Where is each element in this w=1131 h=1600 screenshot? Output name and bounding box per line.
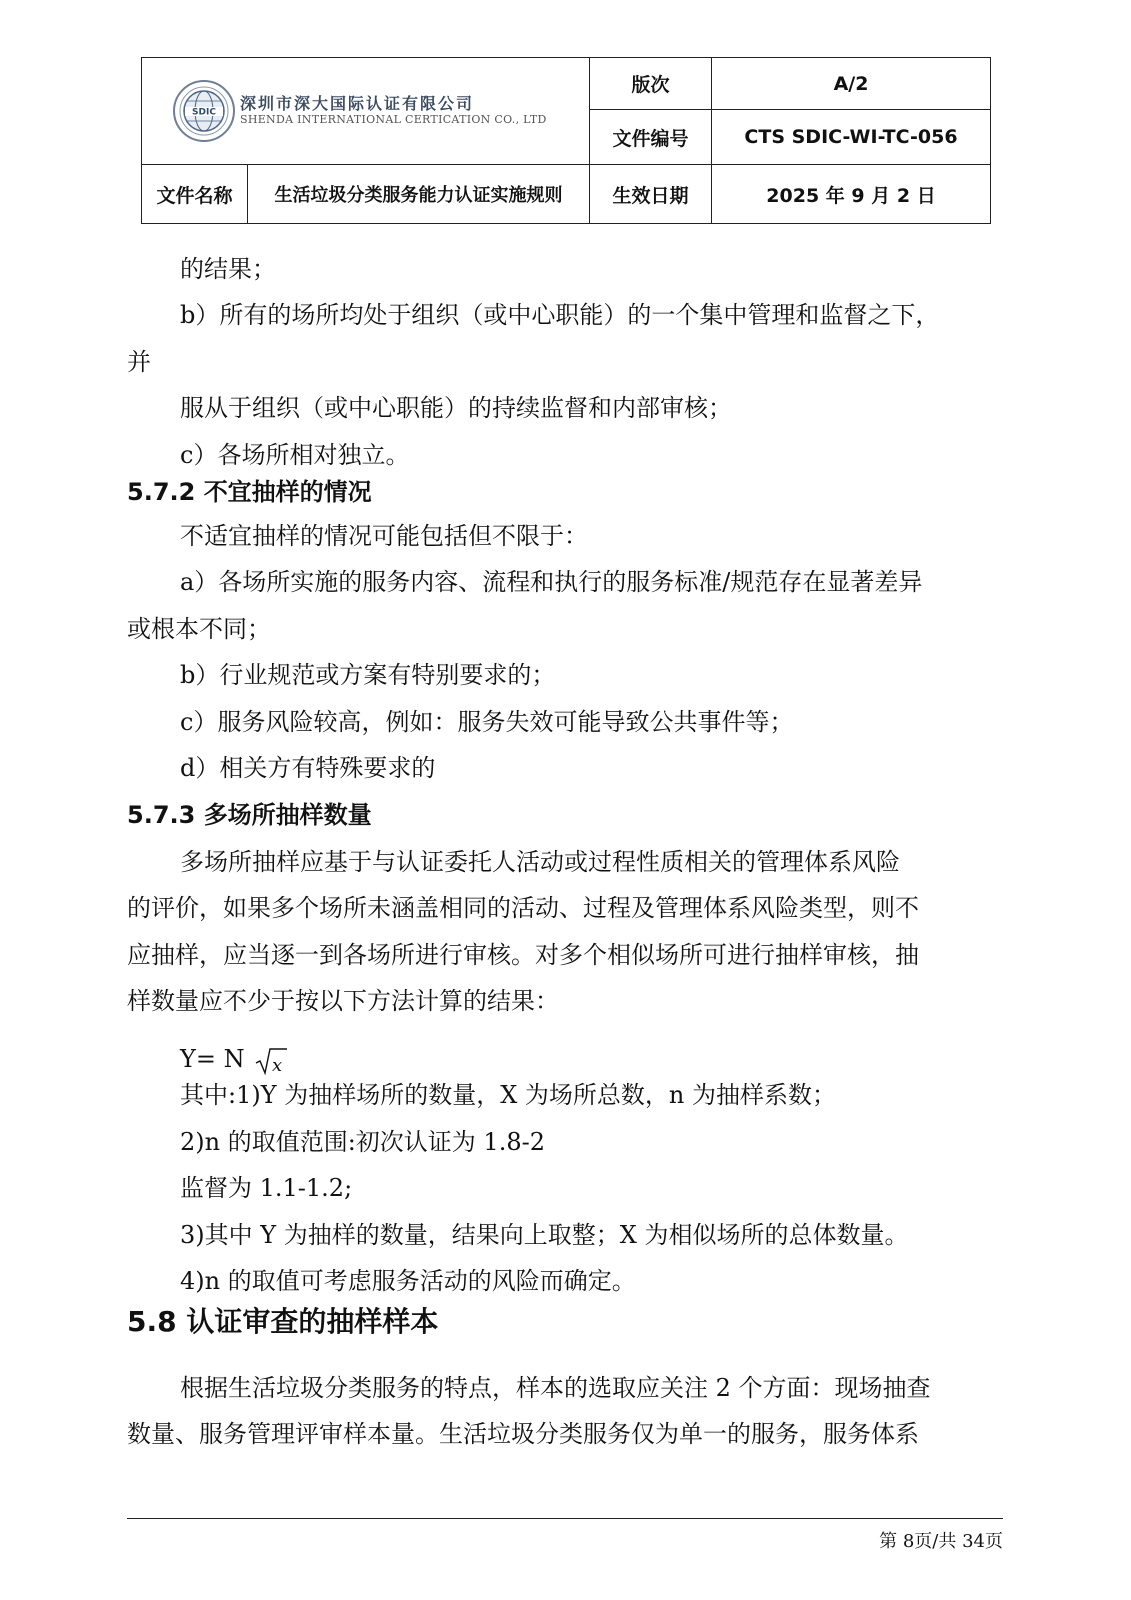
square-root-symbol — [254, 1046, 288, 1076]
body-paragraph-line: 的评价，如果多个场所未涵盖相同的活动、过程及管理体系风险类型，则不 — [127, 894, 919, 922]
sampling-formula — [180, 1043, 288, 1076]
page-number: 第 8页/共 34页 — [879, 1531, 1003, 1552]
document-number-label: 文件编号 — [590, 110, 712, 165]
logo-text: SDIC — [192, 107, 216, 118]
effective-date-label: 生效日期 — [590, 165, 712, 224]
body-paragraph-line: a）各场所实施的服务内容、流程和执行的服务标准/规范存在显著差异 — [180, 568, 923, 596]
section-heading-5-8: 5.8 认证审查的抽样样本 — [127, 1305, 439, 1338]
body-paragraph-line: 其中:1)Y 为抽样场所的数量，X 为场所总数，n 为抽样系数； — [180, 1081, 836, 1109]
version-value: A/2 — [712, 58, 991, 110]
body-paragraph-line: 根据生活垃圾分类服务的特点，样本的选取应关注 2 个方面：现场抽查 — [180, 1374, 931, 1402]
effective-date-value: 2025 年 9 月 2 日 — [712, 165, 991, 224]
body-paragraph-line: 并 — [127, 348, 151, 376]
body-paragraph-line: 数量、服务管理评审样本量。生活垃圾分类服务仅为单一的服务，服务体系 — [127, 1420, 919, 1448]
document-number-value: CTS SDIC-WI-TC-056 — [712, 110, 991, 165]
body-paragraph-line: 多场所抽样应基于与认证委托人活动或过程性质相关的管理体系风险 — [180, 848, 900, 876]
body-paragraph-line: b）所有的场所均处于组织（或中心职能）的一个集中管理和监督之下， — [180, 301, 940, 329]
section-heading-5-7-3: 5.7.3 多场所抽样数量 — [127, 801, 372, 829]
body-paragraph-line: b）行业规范或方案有特别要求的； — [180, 661, 556, 689]
company-logo-cell — [142, 58, 590, 165]
body-paragraph-line: 2)n 的取值范围:初次认证为 1.8-2 — [180, 1128, 545, 1156]
body-paragraph-line: 的结果； — [180, 255, 276, 283]
company-name-cn: 深圳市深大国际认证有限公司 — [240, 94, 475, 114]
document-header-table — [141, 57, 991, 224]
body-paragraph-line: 监督为 1.1-1.2; — [180, 1174, 353, 1202]
version-label: 版次 — [590, 58, 712, 110]
formula-variable: x — [272, 1054, 283, 1076]
document-name-label: 文件名称 — [142, 165, 248, 224]
body-paragraph-line: 不适宜抽样的情况可能包括但不限于： — [180, 522, 588, 550]
body-paragraph-line: c）服务风险较高，例如：服务失效可能导致公共事件等； — [180, 708, 794, 736]
body-paragraph-line: d）相关方有特殊要求的 — [180, 754, 436, 782]
company-logo-icon — [172, 79, 236, 143]
body-paragraph-line: c）各场所相对独立。 — [180, 441, 410, 469]
body-paragraph-line: 4)n 的取值可考虑服务活动的风险而确定。 — [180, 1267, 636, 1295]
footer-divider — [127, 1518, 1003, 1519]
body-paragraph-line: 服从于组织（或中心职能）的持续监督和内部审核； — [180, 394, 732, 422]
company-name-en: SHENDA INTERNATIONAL CERTICATION CO., LTD — [240, 112, 547, 126]
document-name-value: 生活垃圾分类服务能力认证实施规则 — [248, 165, 590, 224]
body-paragraph-line: 或根本不同； — [127, 615, 271, 643]
body-paragraph-line: 样数量应不少于按以下方法计算的结果： — [127, 987, 559, 1015]
section-heading-5-7-2: 5.7.2 不宜抽样的情况 — [127, 478, 372, 506]
body-paragraph-line: 应抽样，应当逐一到各场所进行审核。对多个相似场所可进行抽样审核，抽 — [127, 941, 919, 969]
formula-lhs: Y= N — [180, 1045, 245, 1073]
body-paragraph-line: 3)其中 Y 为抽样的数量，结果向上取整；X 为相似场所的总体数量。 — [180, 1221, 909, 1249]
